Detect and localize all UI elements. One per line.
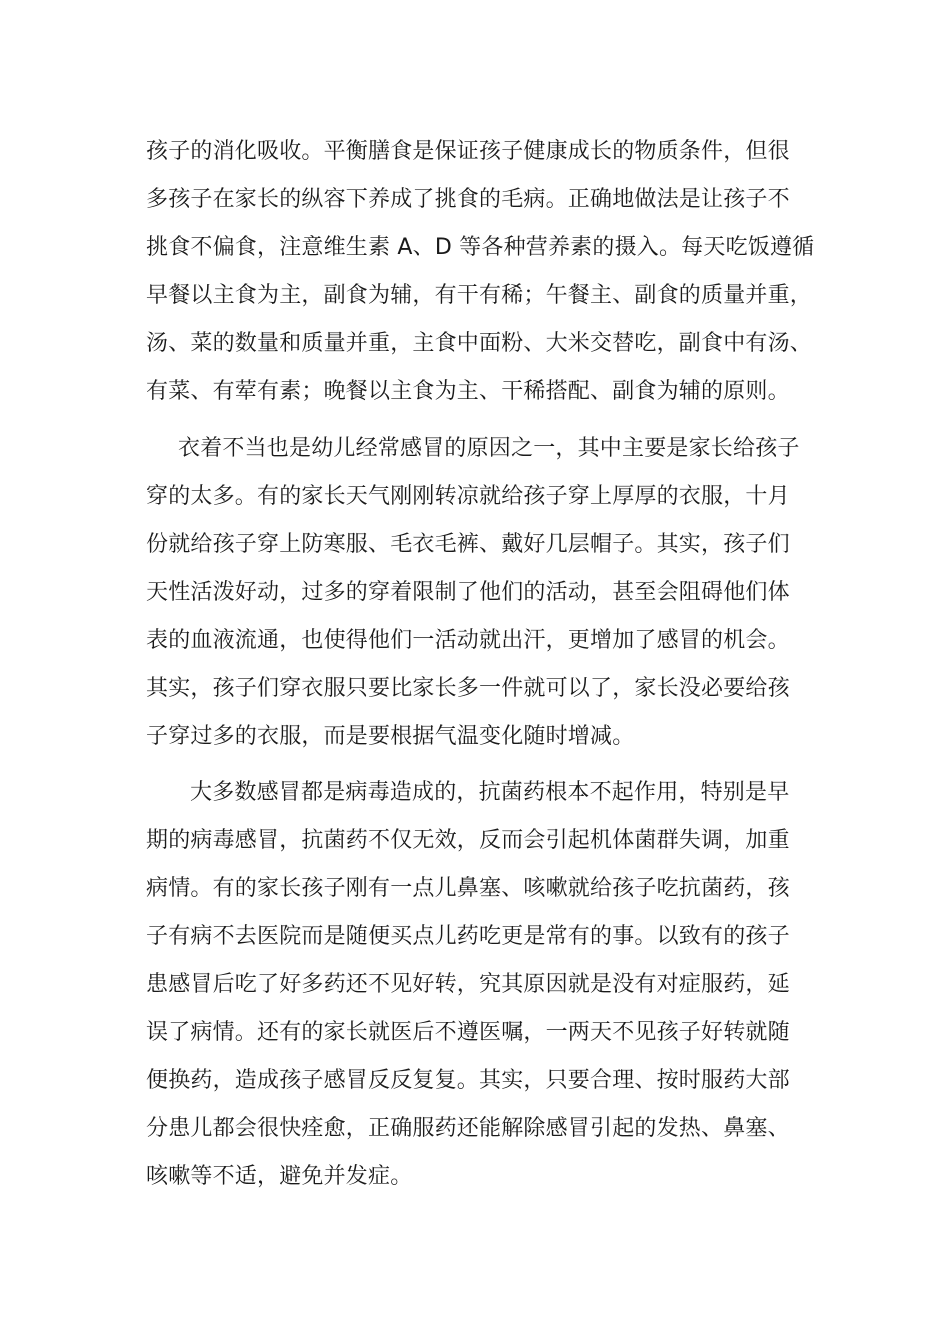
paragraph-3-line-6: 误了病情。还有的家长就医后不遵医嘱，一两天不见孩子好转就随 [146, 1020, 790, 1045]
paragraph-2-line-6: 其实，孩子们穿衣服只要比家长多一件就可以了，家长没必要给孩 [146, 676, 790, 701]
paragraph-1-line-4: 早餐以主食为主，副食为辅，有干有稀；午餐主、副食的质量并重， [146, 283, 813, 308]
paragraph-1-line-1: 孩子的消化吸收。平衡膳食是保证孩子健康成长的物质条件，但很 [146, 139, 790, 164]
paragraph-2-line-1: 衣着不当也是幼儿经常感冒的原因之一，其中主要是家长给孩子 [178, 436, 800, 461]
paragraph-3-line-8: 分患儿都会很快痊愈，正确服药还能解除感冒引起的发热、鼻塞、 [146, 1116, 790, 1141]
paragraph-3-line-3: 病情。有的家长孩子刚有一点儿鼻塞、咳嗽就给孩子吃抗菌药，孩 [146, 876, 790, 901]
paragraph-1-line-2: 多孩子在家长的纵容下养成了挑食的毛病。正确地做法是让孩子不 [146, 187, 790, 212]
paragraph-2-line-7: 子穿过多的衣服，而是要根据气温变化随时增减。 [146, 724, 635, 749]
paragraph-1-line-5: 汤、菜的数量和质量并重，主食中面粉、大米交替吃，副食中有汤、 [146, 331, 813, 356]
paragraph-3-line-7: 便换药，造成孩子感冒反反复复。其实，只要合理、按时服药大部 [146, 1068, 790, 1093]
paragraph-3-line-4: 子有病不去医院而是随便买点儿药吃更是常有的事。以致有的孩子 [146, 924, 790, 949]
paragraph-3-line-9: 咳嗽等不适，避免并发症。 [146, 1164, 413, 1189]
paragraph-2-line-4: 天性活泼好动，过多的穿着限制了他们的活动，甚至会阻碍他们体 [146, 580, 790, 605]
paragraph-2-line-3: 份就给孩子穿上防寒服、毛衣毛裤、戴好几层帽子。其实，孩子们 [146, 532, 790, 557]
paragraph-3-line-5: 患感冒后吃了好多药还不见好转，究其原因就是没有对症服药，延 [146, 972, 790, 997]
paragraph-3-line-2: 期的病毒感冒，抗菌药不仅无效，反而会引起机体菌群失调，加重 [146, 828, 790, 853]
paragraph-2-line-5: 表的血液流通，也使得他们一活动就出汗，更增加了感冒的机会。 [146, 628, 790, 653]
paragraph-1-line-6: 有菜、有荤有素；晚餐以主食为主、干稀搭配、副食为辅的原则。 [146, 379, 790, 404]
paragraph-3-line-1: 大多数感冒都是病毒造成的，抗菌药根本不起作用，特别是早 [190, 780, 790, 805]
paragraph-2-line-2: 穿的太多。有的家长天气刚刚转凉就给孩子穿上厚厚的衣服，十月 [146, 484, 790, 509]
paragraph-1-line-3: 挑食不偏食，注意维生素 A、D 等各种营养素的摄入。每天吃饭遵循 [146, 235, 815, 260]
